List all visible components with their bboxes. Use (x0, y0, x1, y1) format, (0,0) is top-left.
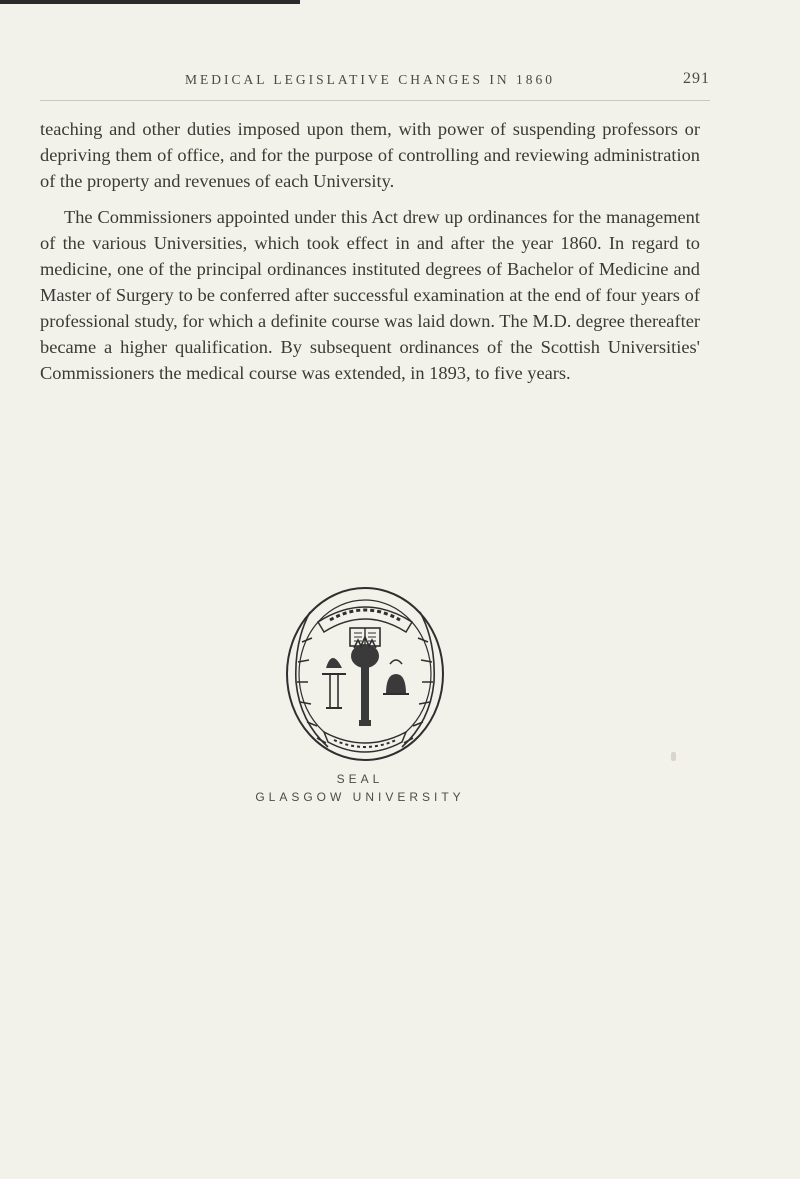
header-rule (40, 100, 710, 101)
paragraph-1: teaching and other duties imposed upon them, with power of suspending professors or depriving them of office, and for the purpose of controlling and reviewing administration of the property and revenues of each University. (40, 119, 700, 191)
seal-caption-title: SEAL (336, 772, 384, 786)
running-head (40, 72, 710, 94)
seal-caption-subtitle: GLASGOW UNIVERSITY (255, 790, 465, 804)
glasgow-university-seal-icon (280, 582, 450, 767)
page-top-edge (0, 0, 300, 4)
seal-figure (280, 582, 450, 767)
paper-speck (671, 752, 676, 761)
running-title: MEDICAL LEGISLATIVE CHANGES IN 1860 (185, 72, 555, 87)
paragraph-2: The Commissioners appointed under this Act drew up ordinances for the management of the various Universities, which took effect in and after the year 1860. In regard to medicine, one of the principal ordinances instituted degrees of Bachelor of Medicine and Master of Surgery to be conferred after successful examination at the end of four years of professional study, for which a definite course was laid down. The M.D. degree thereafter became a higher qualification. By subsequent ordinances of the Scottish Universities' Commissioners the medical course was extended, in 1893, to five years. (40, 207, 700, 383)
page-number: 291 (683, 70, 710, 87)
body-text (40, 116, 700, 386)
